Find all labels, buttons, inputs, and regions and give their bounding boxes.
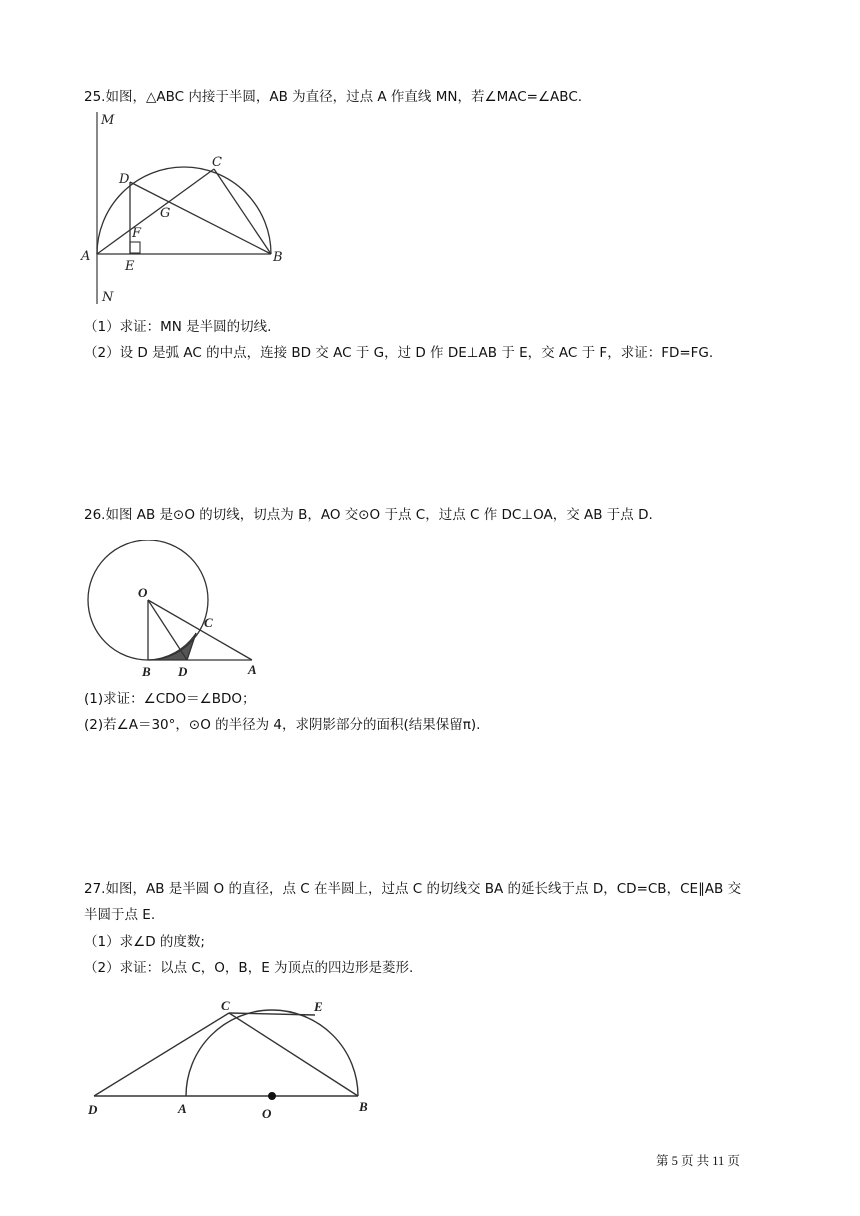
q26-segment-od: [148, 600, 187, 660]
q25-segment-ac: [97, 169, 214, 254]
q27-stem-line1: 27.如图，AB 是半圆 O 的直径，点 C 在半圆上，过点 C 的切线交 BA 的延长线于点 D，CD=CB，CE∥AB 交: [84, 881, 742, 897]
q27-segment-dc: [94, 1013, 229, 1096]
q26-part1: (1)求证：∠CDO＝∠BDO；: [84, 691, 256, 707]
q25-segment-cb: [214, 169, 271, 254]
q27-label-c: C: [221, 998, 230, 1013]
q25-label-a: A: [81, 249, 91, 264]
q27-figure: [82, 994, 382, 1126]
q25-label-d: D: [119, 172, 130, 187]
q26-stem: 26.如图 AB 是⊙O 的切线，切点为 B，AO 交⊙O 于点 C，过点 C 作 DC⊥OA，交 AB 于点 D.: [84, 507, 653, 523]
q27-label-a: A: [178, 1101, 187, 1116]
q25-part2: （2）设 D 是弧 AC 的中点，连接 BD 交 AC 于 G，过 D 作 DE⊥AB 于 E，交 AC 于 F，求证：FD=FG.: [84, 345, 714, 361]
q27-label-d: D: [88, 1102, 98, 1117]
q26-part2: (2)若∠A＝30°，⊙O 的半径为 4，求阴影部分的面积(结果保留π).: [84, 717, 481, 733]
q26-label-b: B: [142, 664, 151, 679]
q26-label-o: O: [138, 585, 148, 600]
q26-label-c: C: [204, 615, 213, 630]
q27-label-o: O: [262, 1106, 272, 1121]
q25-figure: [78, 108, 288, 308]
q27-label-e: E: [314, 999, 323, 1014]
q25-label-c: C: [212, 155, 222, 170]
q27-segment-cb: [229, 1013, 358, 1096]
q25-part1: （1）求证：MN 是半圆的切线.: [84, 319, 272, 335]
q25-segment-bd: [130, 182, 271, 254]
q27-part2: （2）求证：以点 C，O，B，E 为顶点的四边形是菱形.: [84, 960, 414, 976]
q25-label-n: N: [102, 290, 114, 305]
q27-part1: （1）求∠D 的度数;: [84, 934, 205, 950]
q26-label-a: A: [248, 662, 257, 677]
q26-figure: [78, 540, 268, 682]
q25-label-m: M: [101, 113, 115, 128]
q27-stem-line2: 半圆于点 E.: [84, 907, 156, 923]
q25-label-e: E: [125, 259, 135, 274]
q25-label-b: B: [273, 250, 283, 265]
q25-label-g: G: [160, 206, 171, 221]
q27-label-b: B: [359, 1099, 368, 1114]
page-footer: 第 5 页 共 11 页: [656, 1154, 740, 1168]
q25-right-angle-mark: [130, 242, 140, 253]
q25-label-f: F: [132, 226, 142, 241]
q26-segment-oa: [148, 600, 252, 660]
q26-label-d: D: [178, 664, 188, 679]
q25-stem: 25.如图，△ABC 内接于半圆，AB 为直径，过点 A 作直线 MN，若∠MAC=∠ABC.: [84, 89, 583, 105]
q27-point-o: [268, 1092, 276, 1100]
